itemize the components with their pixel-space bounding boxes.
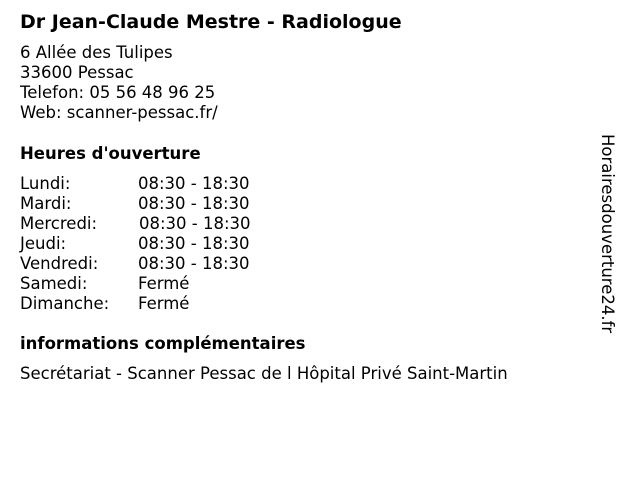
additional-info-text: Secrétariat - Scanner Pessac de l Hôpital Privé Saint-Martin <box>20 364 508 383</box>
hours-time: 08:30 - 18:30 <box>139 214 251 233</box>
hours-row-sunday <box>20 294 320 314</box>
hours-row-friday <box>20 254 320 274</box>
hours-time: Fermé <box>138 294 190 313</box>
business-contact-block <box>20 43 218 123</box>
hours-day: Lundi: <box>20 174 71 193</box>
hours-time: Fermé <box>138 274 190 293</box>
hours-time: 08:30 - 18:30 <box>138 234 250 253</box>
website-link: Web: scanner-pessac.fr/ <box>20 103 218 122</box>
hours-row-saturday <box>20 274 320 294</box>
address-street: 6 Allée des Tulipes <box>20 43 173 62</box>
hours-day: Samedi: <box>20 274 88 293</box>
hours-time: 08:30 - 18:30 <box>138 254 250 273</box>
site-watermark: Horairesdouverture24.fr <box>598 134 617 334</box>
opening-hours-heading: Heures d'ouverture <box>20 144 201 163</box>
hours-day: Vendredi: <box>20 254 99 273</box>
hours-row-tuesday <box>20 194 320 214</box>
hours-day: Mercredi: <box>20 214 98 233</box>
business-title: Dr Jean-Claude Mestre - Radiologue <box>20 11 402 33</box>
hours-day: Dimanche: <box>20 294 110 313</box>
phone-number: Telefon: 05 56 48 96 25 <box>20 83 216 102</box>
hours-time: 08:30 - 18:30 <box>138 194 250 213</box>
hours-row-thursday <box>20 234 320 254</box>
opening-hours-table <box>20 174 320 314</box>
additional-info-heading: informations complémentaires <box>20 334 306 353</box>
address-city: 33600 Pessac <box>20 63 134 82</box>
hours-time: 08:30 - 18:30 <box>138 174 250 193</box>
hours-day: Jeudi: <box>20 234 67 253</box>
hours-row-wednesday <box>20 214 320 234</box>
hours-row-monday <box>20 174 320 194</box>
hours-day: Mardi: <box>20 194 72 213</box>
